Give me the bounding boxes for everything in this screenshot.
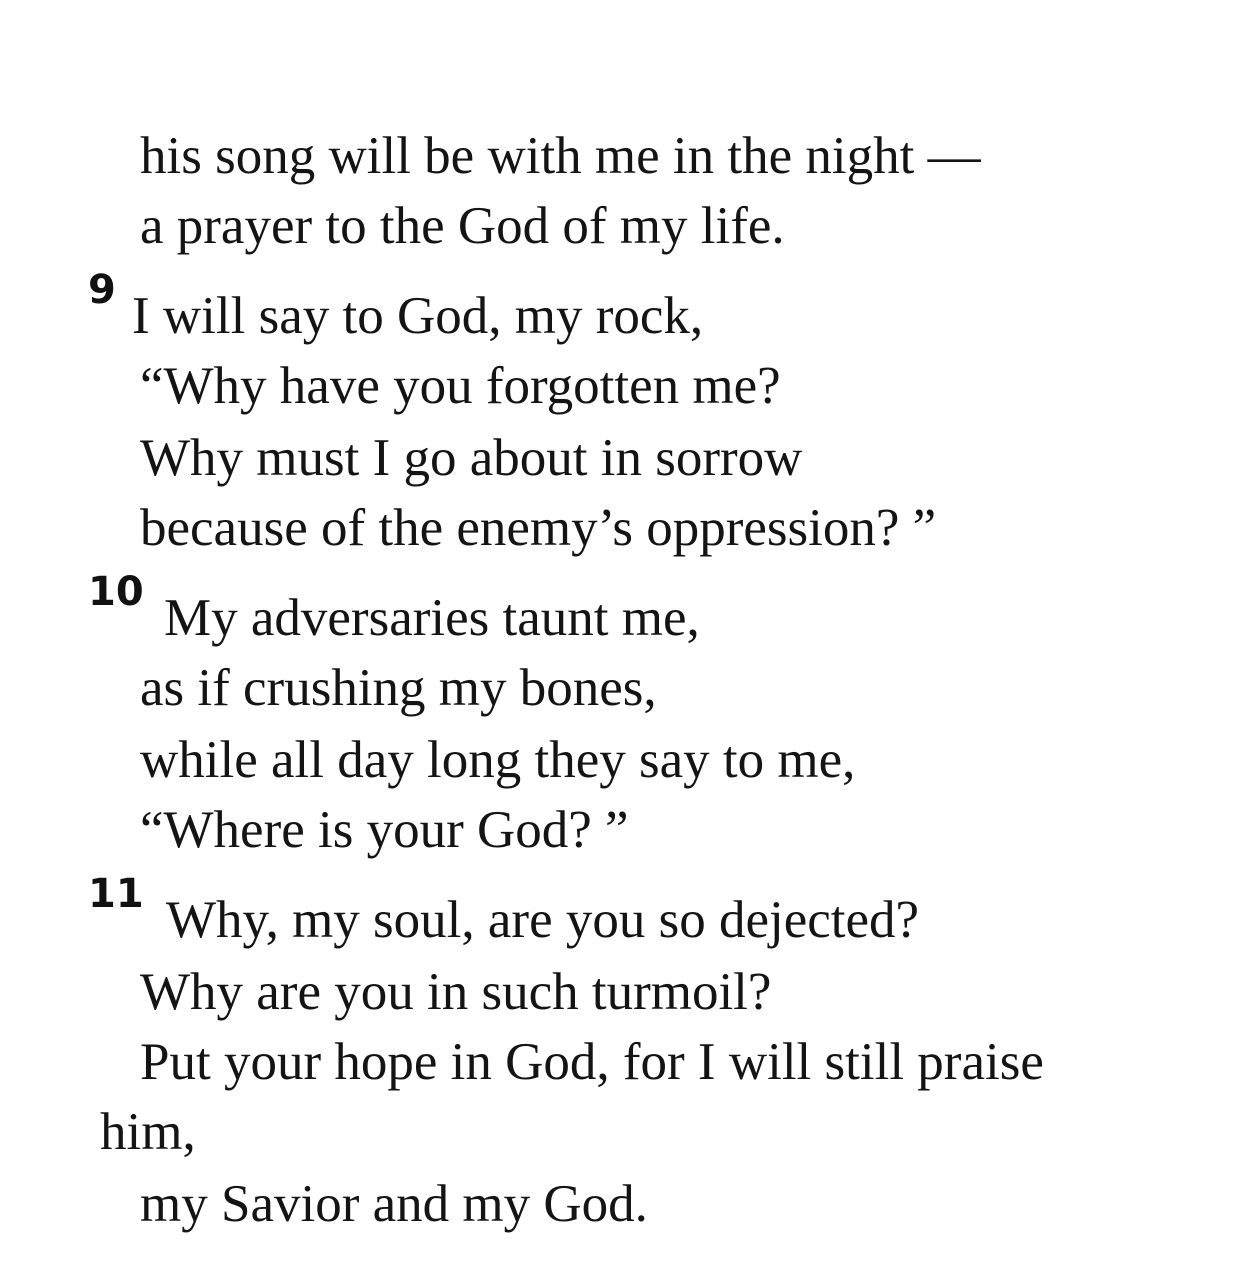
verse-line: “Where is your God? ” bbox=[140, 801, 629, 859]
verse-line: while all day long they say to me, bbox=[140, 731, 856, 789]
verse-line: “Why have you forgotten me? bbox=[140, 357, 781, 415]
verse-number-10: 10 bbox=[88, 569, 144, 615]
verse-number-11: 11 bbox=[88, 871, 144, 917]
verse-line: my Savior and my God. bbox=[140, 1175, 648, 1233]
verse-line: Why must I go about in sorrow bbox=[140, 429, 803, 487]
verse-line: a prayer to the God of my life. bbox=[140, 197, 785, 255]
verse-line: his song will be with me in the night — bbox=[140, 127, 981, 185]
verse-line: Put your hope in God, for I will still praise bbox=[140, 1033, 1044, 1091]
verse-number-9: 9 bbox=[88, 267, 116, 313]
verse-line: because of the enemy’s oppression? ” bbox=[140, 499, 937, 557]
verse-line: I will say to God, my rock, bbox=[132, 287, 704, 345]
verse-line: as if crushing my bones, bbox=[140, 659, 657, 717]
verse-line: Why, my soul, are you so dejected? bbox=[166, 891, 920, 949]
verse-line: Why are you in such turmoil? bbox=[140, 963, 772, 1021]
verse-line: him, bbox=[100, 1103, 196, 1161]
verse-line: My adversaries taunt me, bbox=[164, 589, 700, 647]
